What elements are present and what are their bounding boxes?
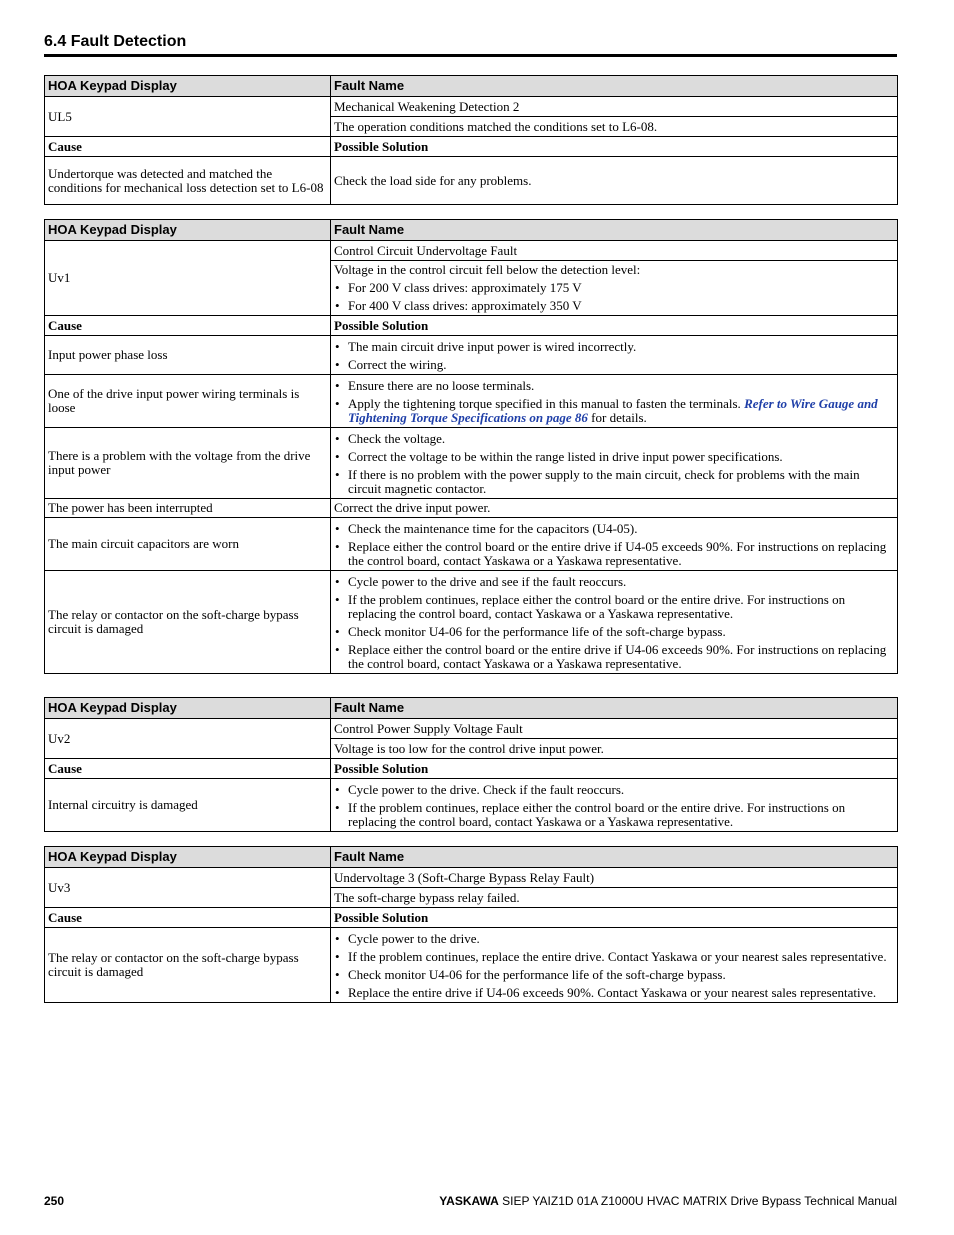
cause-cell: The relay or contactor on the soft-charge bypass circuit is damaged xyxy=(45,928,331,1003)
cause-header: Cause xyxy=(45,759,331,779)
solution-bullet: • If the problem continues, replace either the control board or the entire drive. For instructions on replacing the control board, contact Yaskawa or a Yaskawa representative. xyxy=(334,801,894,829)
cause-cell: The relay or contactor on the soft-charge bypass circuit is damaged xyxy=(45,571,331,674)
manual-footer xyxy=(439,1194,897,1208)
page-number: 250 xyxy=(44,1194,65,1208)
solution-text: Apply the tightening torque specified in this manual to fasten the terminals. xyxy=(348,396,745,411)
possible-solution-header: Possible Solution xyxy=(331,908,898,928)
fault-code: Uv1 xyxy=(45,241,331,316)
solution-bullet: • If there is no problem with the power supply to the main circuit, check for problems with the main circuit magnetic contactor. xyxy=(334,468,894,496)
solution-bullet: • If the problem continues, replace either the control board or the entire drive. For instructions on replacing the control board, contact Yaskawa or a Yaskawa representative. xyxy=(334,593,894,621)
hoa-keypad-display-header: HOA Keypad Display xyxy=(45,698,331,719)
fault-table-ul5 xyxy=(44,75,898,205)
solution-bullet: • Correct the voltage to be within the range listed in drive input power specifications. xyxy=(334,450,894,464)
fault-name: Mechanical Weakening Detection 2 xyxy=(331,97,898,117)
solution-bullet: • Cycle power to the drive and see if the fault reoccurs. xyxy=(334,575,894,589)
hoa-keypad-display-header: HOA Keypad Display xyxy=(45,76,331,97)
fault-name-header: Fault Name xyxy=(331,220,898,241)
cause-cell: Input power phase loss xyxy=(45,336,331,375)
fault-table-uv2 xyxy=(44,697,898,832)
fault-code: UL5 xyxy=(45,97,331,137)
fault-description: Voltage is too low for the control drive input power. xyxy=(331,739,898,759)
possible-solution-header: Possible Solution xyxy=(331,137,898,157)
fault-name-header: Fault Name xyxy=(331,847,898,868)
cause-cell: There is a problem with the voltage from the drive input power xyxy=(45,428,331,499)
fault-code: Uv3 xyxy=(45,868,331,908)
cause-header: Cause xyxy=(45,316,331,336)
solution-text: for details. xyxy=(587,410,647,425)
solution-bullet: • Check monitor U4-06 for the performance life of the soft-charge bypass. xyxy=(334,625,894,639)
possible-solution-header: Possible Solution xyxy=(331,316,898,336)
fault-name-header: Fault Name xyxy=(331,698,898,719)
fault-table-uv3 xyxy=(44,846,898,1003)
cause-cell: Undertorque was detected and matched the conditions for mechanical loss detection set to L6-08 xyxy=(45,157,331,205)
section-title: 6.4 Fault Detection xyxy=(44,33,187,50)
fault-name: Control Circuit Undervoltage Fault xyxy=(331,241,898,261)
solution-cell xyxy=(331,336,898,375)
solution-bullet: • Check monitor U4-06 for the performance life of the soft-charge bypass. xyxy=(334,968,894,982)
cause-header: Cause xyxy=(45,137,331,157)
fault-name: Control Power Supply Voltage Fault xyxy=(331,719,898,739)
section-rule xyxy=(44,54,897,57)
solution-bullet: • Cycle power to the drive. xyxy=(334,932,894,946)
cause-cell: Internal circuitry is damaged xyxy=(45,779,331,832)
solution-cell xyxy=(331,428,898,499)
solution-bullet: • Replace either the control board or the entire drive if U4-06 exceeds 90%. For instructions on replacing the control board, contact Yaskawa or a Yaskawa representative. xyxy=(334,643,894,671)
solution-cell xyxy=(331,779,898,832)
fault-description: The operation conditions matched the conditions set to L6-08. xyxy=(331,117,898,137)
solution-cell xyxy=(331,375,898,428)
manual-title: SIEP YAIZ1D 01A Z1000U HVAC MATRIX Drive Bypass Technical Manual xyxy=(498,1194,897,1208)
solution-bullet: • Replace either the control board or the entire drive if U4-05 exceeds 90%. For instructions on replacing the control board, contact Yaskawa or a Yaskawa representative. xyxy=(334,540,894,568)
brand-name: YASKAWA xyxy=(439,1194,499,1208)
cause-header: Cause xyxy=(45,908,331,928)
solution-bullet: • If the problem continues, replace the entire drive. Contact Yaskawa or your nearest sales representative. xyxy=(334,950,894,964)
description-bullet: • For 200 V class drives: approximately 175 V xyxy=(334,281,894,295)
solution-cell xyxy=(331,571,898,674)
solution-bullet xyxy=(334,397,894,425)
fault-description-cell xyxy=(331,261,898,316)
hoa-keypad-display-header: HOA Keypad Display xyxy=(45,847,331,868)
solution-cell xyxy=(331,518,898,571)
solution-bullet: • Correct the wiring. xyxy=(334,358,894,372)
solution-bullet: • The main circuit drive input power is wired incorrectly. xyxy=(334,340,894,354)
fault-description: Voltage in the control circuit fell below the detection level: xyxy=(334,262,641,277)
cause-cell: The main circuit capacitors are worn xyxy=(45,518,331,571)
solution-bullet: • Check the maintenance time for the capacitors (U4-05). xyxy=(334,522,894,536)
solution-cell: Correct the drive input power. xyxy=(331,499,898,518)
cause-cell: One of the drive input power wiring terminals is loose xyxy=(45,375,331,428)
possible-solution-header: Possible Solution xyxy=(331,759,898,779)
solution-cell: Check the load side for any problems. xyxy=(331,157,898,205)
description-bullet: • For 400 V class drives: approximately 350 V xyxy=(334,299,894,313)
fault-name-header: Fault Name xyxy=(331,76,898,97)
wire-gauge-reference-link[interactable]: Refer to Wire Gauge and Tightening Torque Specifications on page 86 xyxy=(348,396,878,425)
cause-cell: The power has been interrupted xyxy=(45,499,331,518)
solution-bullet: • Check the voltage. xyxy=(334,432,894,446)
fault-description: The soft-charge bypass relay failed. xyxy=(331,888,898,908)
fault-table-uv1 xyxy=(44,219,898,674)
solution-bullet: • Ensure there are no loose terminals. xyxy=(334,379,894,393)
fault-code: Uv2 xyxy=(45,719,331,759)
solution-bullet: • Cycle power to the drive. Check if the fault reoccurs. xyxy=(334,783,894,797)
hoa-keypad-display-header: HOA Keypad Display xyxy=(45,220,331,241)
solution-cell xyxy=(331,928,898,1003)
fault-name: Undervoltage 3 (Soft-Charge Bypass Relay Fault) xyxy=(331,868,898,888)
solution-bullet: • Replace the entire drive if U4-06 exceeds 90%. Contact Yaskawa or your nearest sales representative. xyxy=(334,986,894,1000)
